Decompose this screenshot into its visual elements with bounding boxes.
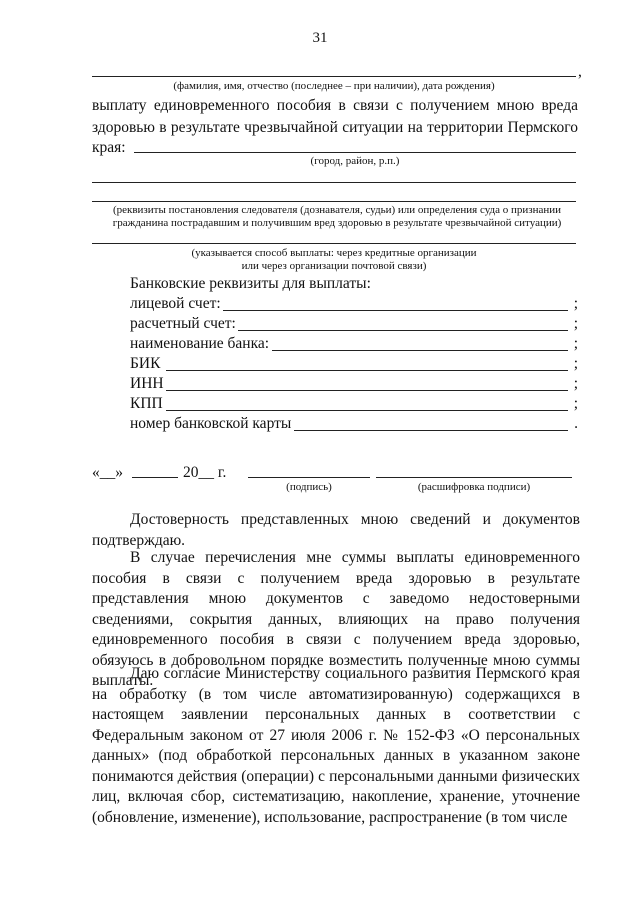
field-settlement-account — [130, 315, 578, 335]
field-label: расчетный счет: — [130, 315, 236, 332]
paragraph-confirmation — [92, 510, 580, 551]
field-end: ; — [573, 335, 578, 352]
field-end: ; — [573, 355, 578, 372]
field-end: ; — [573, 395, 578, 412]
field-label: БИК — [130, 355, 161, 372]
paragraph-obligation-text: В случае перечисления мне суммы выплаты единовременного пособия в связи с получением вреда здоровью в результате представления мною документов с заведомо недостоверными сведениями, сокрытия данных, влияющих на право получения единовременного пособия в связи с получением вреда здоровью, обязуюсь в добровольном порядке возместить полученные мною суммы выплаты. — [92, 549, 580, 689]
field-line — [272, 350, 568, 351]
caption-city: (город, район, р.п.) — [310, 155, 400, 167]
region-label: края: — [92, 139, 126, 156]
fio-comma: , — [578, 63, 582, 80]
field-label: лицевой счет: — [130, 295, 221, 312]
field-line — [294, 430, 568, 431]
field-end: . — [574, 415, 578, 432]
field-kpp — [130, 395, 578, 415]
caption-fio: (фамилия, имя, отчество (последнее – при наличии), дата рождения) — [173, 80, 495, 92]
field-label: ИНН — [130, 375, 164, 392]
date-year: 20__ г. — [183, 464, 227, 481]
paragraph-consent — [92, 664, 580, 828]
field-label: КПП — [130, 395, 163, 412]
signature-line — [248, 477, 370, 478]
date-quote-close: » — [115, 464, 123, 481]
intro-line-2: здоровью в результате чрезвычайной ситуации на территории Пермского — [92, 119, 578, 136]
caption-payment-1: (указывается способ выплаты: через кредитные организации — [191, 247, 477, 259]
field-bik — [130, 355, 578, 375]
field-card-number — [130, 415, 578, 435]
date-month-line — [132, 477, 178, 478]
caption-payment-2: или через организации почтовой связи) — [241, 260, 427, 272]
date-block — [92, 463, 123, 483]
caption-requisites-2: гражданина пострадавшим и получившим вред здоровью в результате чрезвычайной ситуации) — [112, 217, 562, 229]
caption-signature: (подпись) — [286, 481, 332, 493]
region-line — [134, 152, 576, 153]
intro-line-1: выплату единовременного пособия в связи с получением мною вреда — [92, 97, 578, 114]
field-end: ; — [573, 315, 578, 332]
field-line — [223, 310, 568, 311]
paragraph-consent-text: Даю согласие Министерству социального развития Пермского края на обработку (в том числе автоматизированную) содержащихся в настоящем заявлении персональных данных в соответствии с Федеральным законом от 27 июля 2006 г. № 152-ФЗ «О персональных данных» (под обработкой персональных данных в указанном законе понимаются действия (операции) с персональными данными физических лиц, включая сбор, систематизацию, накопление, хранение, уточнение (обновление, изменение), использование, распространение (в том числе — [92, 665, 580, 826]
field-line — [238, 330, 568, 331]
caption-requisites-1: (реквизиты постановления следователя (дознавателя, судьи) или определения суда о признании — [112, 204, 562, 216]
field-end: ; — [573, 375, 578, 392]
field-line — [166, 370, 568, 371]
field-label: номер банковской карты — [130, 415, 292, 432]
date-day: __ — [99, 464, 116, 481]
caption-signature-decoding: (расшифровка подписи) — [417, 481, 531, 493]
blank-line-1 — [92, 182, 576, 183]
field-personal-account — [130, 295, 578, 315]
field-line — [166, 410, 568, 411]
field-inn — [130, 375, 578, 395]
field-bank-name — [130, 335, 578, 355]
requisites-line — [92, 201, 576, 202]
signature-decoding-line — [376, 477, 572, 478]
date-quote-open: « — [92, 464, 100, 481]
field-end: ; — [573, 295, 578, 312]
fio-line — [92, 76, 576, 77]
bank-heading: Банковские реквизиты для выплаты: — [130, 275, 371, 292]
paragraph-confirmation-text: Достоверность представленных мною сведений и документов подтверждаю. — [92, 511, 580, 549]
field-line — [166, 390, 568, 391]
page-number: 31 — [312, 30, 328, 46]
payment-method-line — [92, 243, 576, 244]
field-label: наименование банка: — [130, 335, 270, 352]
